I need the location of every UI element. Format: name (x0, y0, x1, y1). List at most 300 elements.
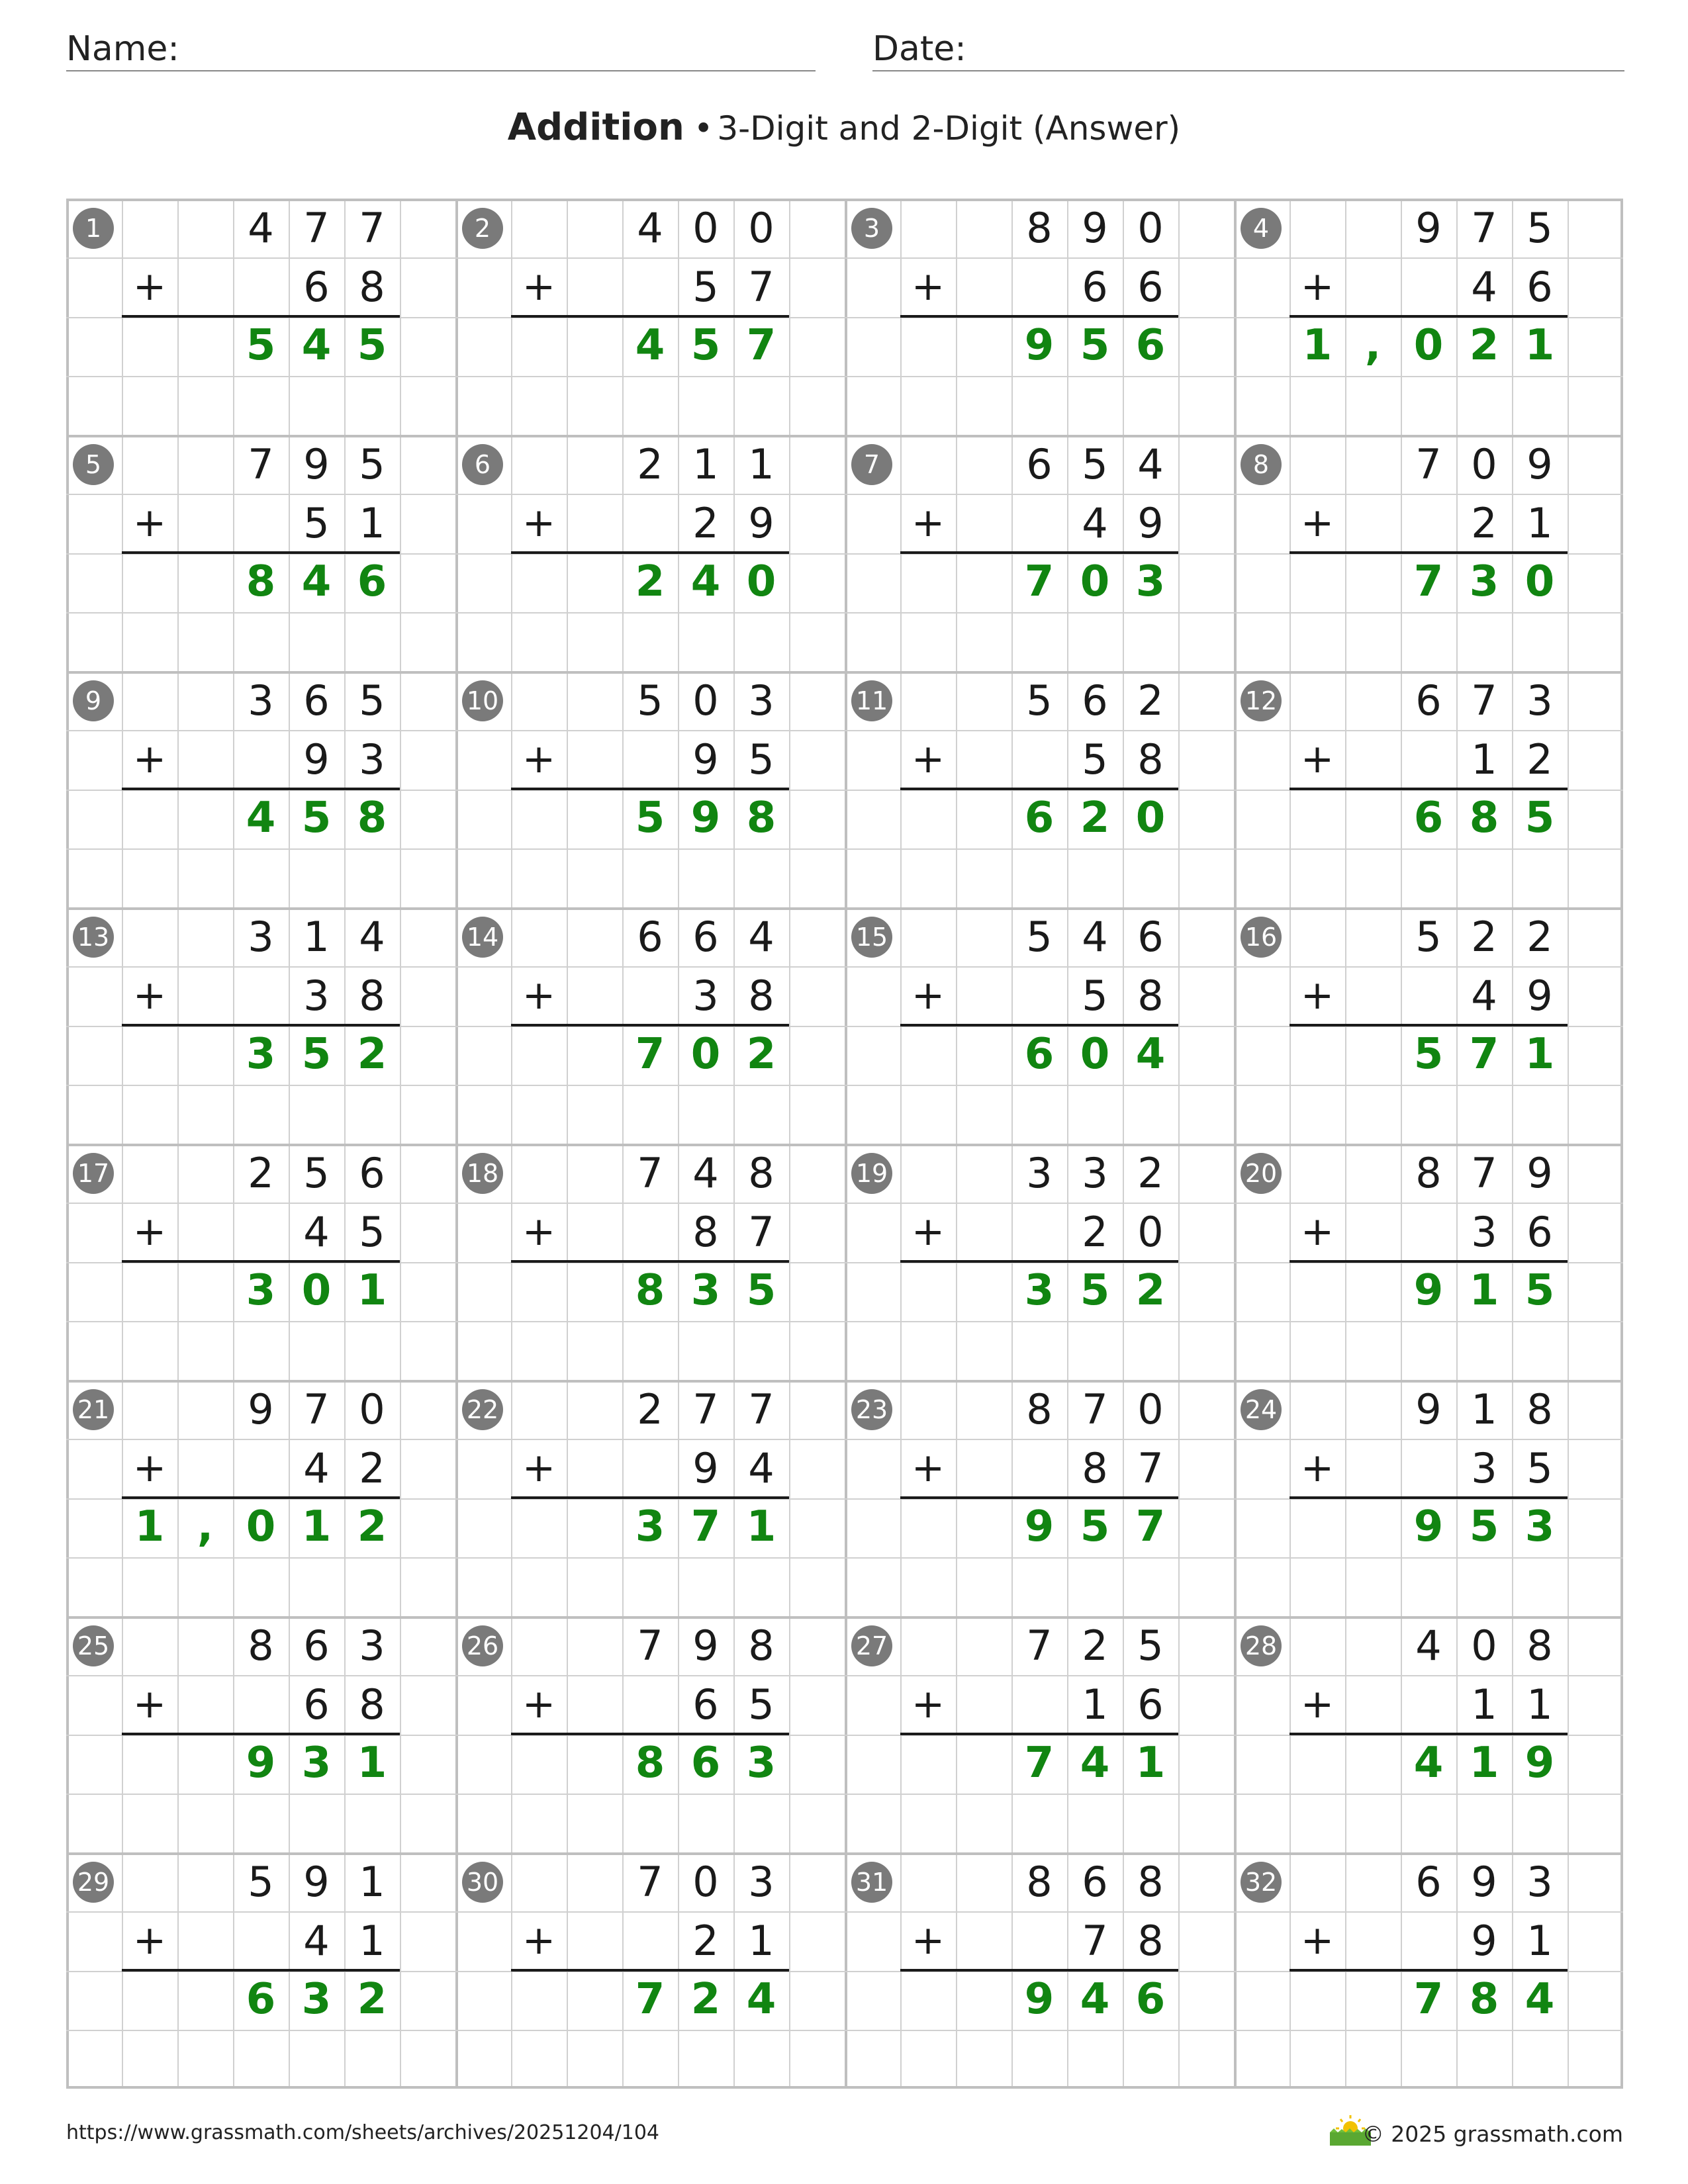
answer-digit: 0 (746, 557, 776, 606)
answer-digit: 6 (1135, 1975, 1166, 2024)
addend-top-digit: 7 (637, 1858, 663, 1906)
problem-1 (66, 199, 455, 435)
addend-bottom-digit: 5 (359, 1208, 385, 1256)
problem-32 (1234, 1852, 1623, 2089)
problem-20 (1234, 1144, 1623, 1380)
answer-digit: 5 (301, 794, 332, 842)
addend-bottom-digit: 3 (1471, 1208, 1497, 1256)
title-main: Addition (507, 106, 684, 149)
answer-digit: , (197, 1502, 214, 1551)
addend-top-digit: 6 (637, 913, 663, 961)
addend-top-digit: 7 (1082, 1385, 1108, 1433)
answer-digit: 7 (690, 1502, 721, 1551)
addend-top-digit: 2 (637, 1385, 663, 1433)
addend-top-digit: 6 (1082, 676, 1108, 725)
problem-number-badge: 14 (462, 917, 503, 958)
addend-bottom-digit: 2 (1471, 499, 1497, 547)
answer-digit: 6 (1413, 794, 1444, 842)
footer-copyright: © 2025 grassmath.com (1362, 2121, 1623, 2147)
addend-bottom-digit: 6 (1526, 263, 1553, 311)
answer-digit: 7 (1024, 557, 1055, 606)
answer-digit: 9 (246, 1739, 276, 1788)
plus-sign: + (911, 1681, 945, 1727)
answer-digit: 6 (1024, 794, 1055, 842)
addend-bottom-digit: 8 (359, 263, 385, 311)
addend-bottom-digit: 0 (1137, 1208, 1164, 1256)
addend-top-digit: 9 (303, 1858, 330, 1906)
answer-digit: 8 (635, 1739, 665, 1788)
answer-digit: 5 (301, 1030, 332, 1079)
plus-sign: + (911, 1208, 945, 1255)
plus-sign: + (522, 1445, 556, 1491)
addend-bottom-digit: 4 (1082, 499, 1108, 547)
addend-bottom-digit: 8 (1137, 1917, 1164, 1965)
addend-top-digit: 8 (1026, 1385, 1053, 1433)
plus-sign: + (522, 1917, 556, 1964)
answer-digit: 5 (246, 321, 276, 370)
addend-top-digit: 7 (303, 204, 330, 252)
plus-sign: + (522, 1208, 556, 1255)
answer-digit: 9 (1024, 321, 1055, 370)
addend-bottom-digit: 2 (1082, 1208, 1108, 1256)
addend-bottom-digit: 3 (692, 972, 719, 1020)
plus-sign: + (1300, 1445, 1335, 1491)
addend-top-digit: 8 (1526, 1385, 1553, 1433)
addend-top-digit: 8 (1415, 1149, 1442, 1197)
addend-top-digit: 7 (1026, 1621, 1053, 1670)
problem-22 (455, 1380, 845, 1616)
addend-top-digit: 5 (359, 676, 385, 725)
name-field[interactable] (66, 25, 816, 71)
problem-grid (66, 199, 1623, 2089)
addend-top-digit: 5 (1026, 913, 1053, 961)
addend-bottom-digit: 2 (692, 1917, 719, 1965)
addend-top-digit: 8 (1026, 204, 1053, 252)
answer-digit: 3 (635, 1502, 665, 1551)
addend-bottom-digit: 1 (1526, 1917, 1553, 1965)
addend-top-digit: 7 (637, 1621, 663, 1670)
addend-bottom-digit: 9 (748, 499, 774, 547)
addend-top-digit: 3 (248, 676, 274, 725)
addend-bottom-digit: 2 (1526, 735, 1553, 784)
plus-sign: + (1300, 1917, 1335, 1964)
problem-number-badge: 13 (73, 917, 114, 958)
addend-top-digit: 7 (1415, 440, 1442, 488)
addend-top-digit: 9 (692, 1621, 719, 1670)
answer-digit: 5 (635, 794, 665, 842)
problem-29 (66, 1852, 455, 2089)
answer-digit: 0 (690, 1030, 721, 1079)
addend-bottom-digit: 8 (692, 1208, 719, 1256)
answer-digit: 4 (635, 321, 665, 370)
answer-digit: 9 (1413, 1502, 1444, 1551)
title-separator: • (693, 109, 714, 148)
answer-digit: 4 (1080, 1739, 1110, 1788)
addend-top-digit: 5 (1526, 204, 1553, 252)
answer-digit: 4 (301, 321, 332, 370)
addend-top-digit: 5 (1415, 913, 1442, 961)
addend-top-digit: 1 (303, 913, 330, 961)
addend-top-digit: 9 (1415, 1385, 1442, 1433)
date-label: Date: (872, 29, 966, 69)
answer-digit: 2 (357, 1030, 387, 1079)
addend-top-digit: 6 (1415, 676, 1442, 725)
addend-bottom-digit: 5 (692, 263, 719, 311)
addend-top-digit: 4 (359, 913, 385, 961)
plus-sign: + (132, 1445, 167, 1491)
plus-sign: + (911, 1917, 945, 1964)
addend-top-digit: 9 (1471, 1858, 1497, 1906)
plus-sign: + (132, 736, 167, 782)
title-subtitle: 3-Digit and 2-Digit (Answer) (717, 109, 1181, 148)
plus-sign: + (132, 1208, 167, 1255)
addend-bottom-digit: 4 (303, 1444, 330, 1492)
addend-bottom-digit: 6 (1082, 263, 1108, 311)
addend-top-digit: 5 (248, 1858, 274, 1906)
addend-top-digit: 7 (1471, 676, 1497, 725)
answer-digit: 2 (357, 1975, 387, 2024)
answer-digit: 2 (1135, 1266, 1166, 1315)
answer-digit: 4 (1413, 1739, 1444, 1788)
answer-digit: 7 (1469, 1030, 1499, 1079)
problem-number-badge: 24 (1241, 1389, 1282, 1430)
answer-digit: 5 (690, 321, 721, 370)
problem-number-badge: 6 (462, 444, 503, 485)
plus-sign: + (911, 263, 945, 310)
addend-bottom-digit: 3 (359, 735, 385, 784)
answer-digit: 7 (1413, 557, 1444, 606)
addend-top-digit: 9 (1526, 440, 1553, 488)
answer-digit: 2 (690, 1975, 721, 2024)
problem-number-badge: 19 (851, 1153, 892, 1194)
addend-top-digit: 9 (303, 440, 330, 488)
problem-11 (845, 671, 1234, 907)
addend-bottom-digit: 6 (1137, 1680, 1164, 1729)
plus-sign: + (911, 972, 945, 1019)
addend-bottom-digit: 9 (1137, 499, 1164, 547)
plus-sign: + (132, 500, 167, 546)
plus-sign: + (1300, 500, 1335, 546)
addend-bottom-digit: 8 (748, 972, 774, 1020)
addend-top-digit: 9 (248, 1385, 274, 1433)
answer-digit: 6 (246, 1975, 276, 2024)
addend-top-digit: 7 (1471, 204, 1497, 252)
answer-digit: 4 (690, 557, 721, 606)
answer-digit: 9 (690, 794, 721, 842)
answer-digit: 1 (1135, 1739, 1166, 1788)
answer-digit: 4 (1080, 1975, 1110, 2024)
addend-top-digit: 5 (637, 676, 663, 725)
answer-digit: 5 (746, 1266, 776, 1315)
addend-top-digit: 0 (1471, 1621, 1497, 1670)
addend-top-digit: 7 (748, 1385, 774, 1433)
plus-sign: + (522, 1681, 556, 1727)
answer-digit: 6 (1024, 1030, 1055, 1079)
answer-digit: 2 (1469, 321, 1499, 370)
problem-number-badge: 20 (1241, 1153, 1282, 1194)
answer-digit: 5 (1080, 321, 1110, 370)
plus-sign: + (911, 736, 945, 782)
addend-top-digit: 3 (1026, 1149, 1053, 1197)
problem-18 (455, 1144, 845, 1380)
addend-top-digit: 7 (637, 1149, 663, 1197)
problem-10 (455, 671, 845, 907)
addend-bottom-digit: 1 (1471, 1680, 1497, 1729)
problem-28 (1234, 1616, 1623, 1852)
answer-digit: 3 (301, 1739, 332, 1788)
addend-top-digit: 0 (692, 1858, 719, 1906)
problem-12 (1234, 671, 1623, 907)
addend-top-digit: 7 (359, 204, 385, 252)
addend-top-digit: 5 (1137, 1621, 1164, 1670)
addend-top-digit: 3 (1526, 676, 1553, 725)
answer-digit: 5 (1080, 1266, 1110, 1315)
addend-bottom-digit: 8 (1137, 972, 1164, 1020)
answer-digit: 2 (357, 1502, 387, 1551)
problem-6 (455, 435, 845, 671)
addend-bottom-digit: 8 (1137, 735, 1164, 784)
addend-bottom-digit: 9 (1526, 972, 1553, 1020)
addend-top-digit: 0 (748, 204, 774, 252)
answer-digit: 8 (357, 794, 387, 842)
addend-bottom-digit: 6 (1137, 263, 1164, 311)
plus-sign: + (522, 736, 556, 782)
problem-number-badge: 2 (462, 208, 503, 249)
date-field[interactable] (872, 25, 1624, 71)
problem-number-badge: 5 (73, 444, 114, 485)
problem-number-badge: 32 (1241, 1862, 1282, 1903)
answer-digit: 4 (746, 1975, 776, 2024)
problem-number-badge: 7 (851, 444, 892, 485)
problem-14 (455, 907, 845, 1144)
addend-bottom-digit: 5 (1082, 972, 1108, 1020)
addend-top-digit: 4 (637, 204, 663, 252)
addend-bottom-digit: 1 (359, 499, 385, 547)
addend-top-digit: 2 (1082, 1621, 1108, 1670)
addend-top-digit: 3 (1082, 1149, 1108, 1197)
addend-bottom-digit: 2 (359, 1444, 385, 1492)
answer-digit: 7 (635, 1030, 665, 1079)
answer-digit: 7 (635, 1975, 665, 2024)
addend-top-digit: 2 (1526, 913, 1553, 961)
addend-bottom-digit: 5 (303, 499, 330, 547)
addend-top-digit: 9 (1082, 204, 1108, 252)
addend-top-digit: 3 (359, 1621, 385, 1670)
addend-top-digit: 2 (1471, 913, 1497, 961)
addend-top-digit: 6 (303, 676, 330, 725)
problem-15 (845, 907, 1234, 1144)
addend-bottom-digit: 5 (748, 735, 774, 784)
problem-25 (66, 1616, 455, 1852)
addend-bottom-digit: 6 (1526, 1208, 1553, 1256)
answer-digit: 3 (1024, 1266, 1055, 1315)
plus-sign: + (522, 972, 556, 1019)
answer-digit: 1 (1469, 1739, 1499, 1788)
answer-digit: 1 (134, 1502, 165, 1551)
addend-top-digit: 8 (248, 1621, 274, 1670)
problem-27 (845, 1616, 1234, 1852)
answer-digit: 1 (301, 1502, 332, 1551)
addend-bottom-digit: 1 (1526, 1680, 1553, 1729)
problem-number-badge: 31 (851, 1862, 892, 1903)
addend-bottom-digit: 8 (359, 1680, 385, 1729)
problem-21 (66, 1380, 455, 1616)
addend-bottom-digit: 6 (303, 1680, 330, 1729)
addend-bottom-digit: 6 (692, 1680, 719, 1729)
addend-top-digit: 5 (1026, 676, 1053, 725)
answer-digit: 4 (1524, 1975, 1555, 2024)
addend-bottom-digit: 5 (1082, 735, 1108, 784)
addend-top-digit: 9 (1526, 1149, 1553, 1197)
answer-digit: 5 (357, 321, 387, 370)
addend-top-digit: 7 (303, 1385, 330, 1433)
problem-number-badge: 28 (1241, 1625, 1282, 1666)
addend-bottom-digit: 7 (1082, 1917, 1108, 1965)
problem-number-badge: 11 (851, 680, 892, 721)
addend-top-digit: 0 (1137, 1385, 1164, 1433)
plus-sign: + (1300, 263, 1335, 310)
answer-digit: 0 (1080, 1030, 1110, 1079)
addend-bottom-digit: 4 (303, 1917, 330, 1965)
problem-number-badge: 15 (851, 917, 892, 958)
answer-digit: 2 (1080, 794, 1110, 842)
problem-number-badge: 27 (851, 1625, 892, 1666)
addend-top-digit: 1 (748, 440, 774, 488)
addend-bottom-digit: 6 (303, 263, 330, 311)
addend-bottom-digit: 3 (1471, 1444, 1497, 1492)
answer-digit: 3 (301, 1975, 332, 2024)
addend-bottom-digit: 2 (692, 499, 719, 547)
problem-number-badge: 1 (73, 208, 114, 249)
addend-bottom-digit: 9 (692, 1444, 719, 1492)
answer-digit: 6 (357, 557, 387, 606)
addend-bottom-digit: 1 (748, 1917, 774, 1965)
addend-top-digit: 6 (303, 1621, 330, 1670)
plus-sign: + (1300, 972, 1335, 1019)
plus-sign: + (1300, 736, 1335, 782)
plus-sign: + (911, 500, 945, 546)
plus-sign: + (1300, 1681, 1335, 1727)
addend-bottom-digit: 1 (1082, 1680, 1108, 1729)
addend-top-digit: 1 (692, 440, 719, 488)
answer-digit: 2 (635, 557, 665, 606)
answer-digit: 1 (746, 1502, 776, 1551)
answer-digit: 1 (1469, 1266, 1499, 1315)
addend-top-digit: 0 (692, 204, 719, 252)
addend-bottom-digit: 7 (748, 1208, 774, 1256)
addend-top-digit: 0 (1137, 204, 1164, 252)
addend-top-digit: 6 (1415, 1858, 1442, 1906)
answer-digit: 3 (1469, 557, 1499, 606)
problem-number-badge: 3 (851, 208, 892, 249)
answer-digit: 1 (357, 1266, 387, 1315)
problem-number-badge: 22 (462, 1389, 503, 1430)
addend-bottom-digit: 1 (1471, 735, 1497, 784)
addend-top-digit: 9 (1415, 204, 1442, 252)
answer-digit: 4 (301, 557, 332, 606)
answer-digit: 4 (246, 794, 276, 842)
addend-bottom-digit: 4 (1471, 972, 1497, 1020)
problem-7 (845, 435, 1234, 671)
problem-number-badge: 12 (1241, 680, 1282, 721)
answer-digit: 3 (246, 1030, 276, 1079)
plus-sign: + (1300, 1208, 1335, 1255)
addend-top-digit: 2 (248, 1149, 274, 1197)
problem-number-badge: 8 (1241, 444, 1282, 485)
addend-top-digit: 4 (748, 913, 774, 961)
addend-top-digit: 2 (1137, 1149, 1164, 1197)
addend-top-digit: 7 (692, 1385, 719, 1433)
addend-bottom-digit: 5 (1526, 1444, 1553, 1492)
addend-top-digit: 8 (748, 1149, 774, 1197)
problem-number-badge: 23 (851, 1389, 892, 1430)
problem-number-badge: 17 (73, 1153, 114, 1194)
problem-number-badge: 10 (462, 680, 503, 721)
addend-top-digit: 0 (692, 676, 719, 725)
answer-digit: 8 (246, 557, 276, 606)
answer-digit: 5 (1524, 794, 1555, 842)
addend-top-digit: 3 (748, 1858, 774, 1906)
answer-digit: 4 (1135, 1030, 1166, 1079)
plus-sign: + (522, 500, 556, 546)
addend-top-digit: 5 (303, 1149, 330, 1197)
addend-bottom-digit: 5 (748, 1680, 774, 1729)
answer-digit: 9 (1524, 1739, 1555, 1788)
problem-8 (1234, 435, 1623, 671)
problem-number-badge: 4 (1241, 208, 1282, 249)
problem-13 (66, 907, 455, 1144)
addend-top-digit: 1 (359, 1858, 385, 1906)
problem-number-badge: 30 (462, 1862, 503, 1903)
plus-sign: + (132, 972, 167, 1019)
addend-top-digit: 8 (1526, 1621, 1553, 1670)
answer-digit: 5 (1469, 1502, 1499, 1551)
addend-top-digit: 7 (248, 440, 274, 488)
answer-digit: 0 (1524, 557, 1555, 606)
answer-digit: 7 (1024, 1739, 1055, 1788)
answer-digit: 9 (1413, 1266, 1444, 1315)
addend-top-digit: 8 (748, 1621, 774, 1670)
answer-digit: 0 (1080, 557, 1110, 606)
answer-digit: 0 (246, 1502, 276, 1551)
footer-url: https://www.grassmath.com/sheets/archives/20251204/104 (66, 2121, 660, 2144)
problem-9 (66, 671, 455, 907)
plus-sign: + (911, 1445, 945, 1491)
addend-top-digit: 5 (359, 440, 385, 488)
addend-top-digit: 3 (1526, 1858, 1553, 1906)
addend-bottom-digit: 8 (359, 972, 385, 1020)
addend-top-digit: 8 (1026, 1858, 1053, 1906)
problem-number-badge: 21 (73, 1389, 114, 1430)
answer-digit: 7 (1413, 1975, 1444, 2024)
answer-digit: 3 (1524, 1502, 1555, 1551)
problem-number-badge: 16 (1241, 917, 1282, 958)
addend-top-digit: 2 (1137, 676, 1164, 725)
answer-digit: 8 (1469, 794, 1499, 842)
addend-bottom-digit: 4 (1471, 263, 1497, 311)
addend-bottom-digit: 8 (1082, 1444, 1108, 1492)
answer-digit: 8 (1469, 1975, 1499, 2024)
addend-top-digit: 0 (359, 1385, 385, 1433)
problem-16 (1234, 907, 1623, 1144)
plus-sign: + (132, 1681, 167, 1727)
answer-digit: 1 (1524, 321, 1555, 370)
problem-3 (845, 199, 1234, 435)
answer-digit: 9 (1024, 1975, 1055, 2024)
addend-top-digit: 4 (248, 204, 274, 252)
answer-digit: 0 (1135, 794, 1166, 842)
addend-top-digit: 8 (1137, 1858, 1164, 1906)
